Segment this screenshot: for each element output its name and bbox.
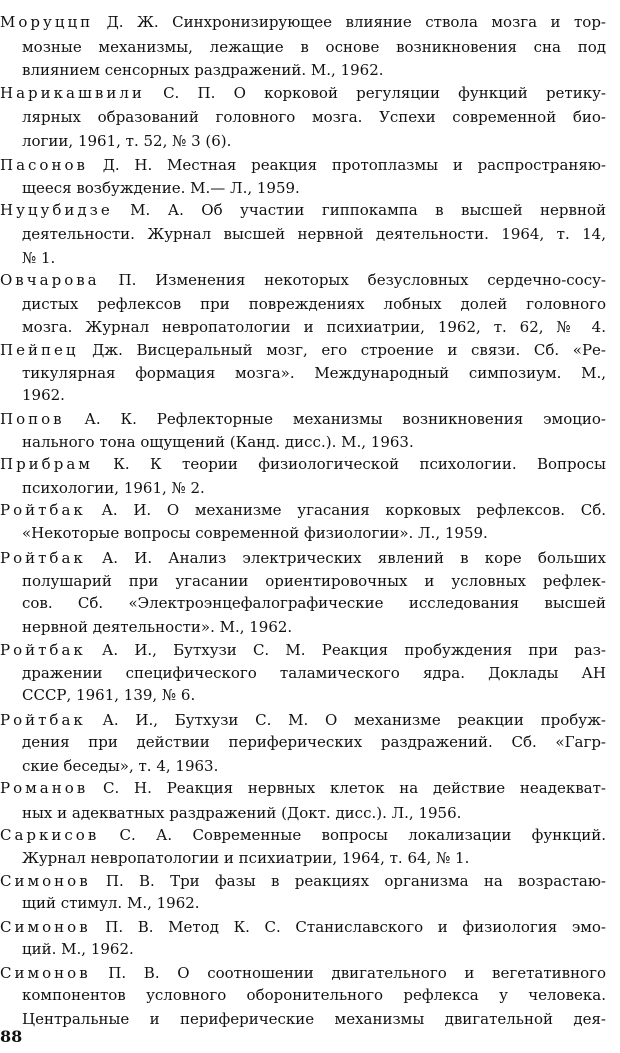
- reference-text: нервной деятельности». М., 1962.: [22, 618, 293, 636]
- reference-text: полушарий при угасании ориентировочных и условных рефлек-: [22, 572, 606, 590]
- reference-author: Попов: [0, 410, 65, 428]
- reference-text: С. П. О корковой регуляции функций ретику-: [144, 84, 606, 102]
- reference-text: дения при действии периферических раздражений. Сб. «Гагр-: [22, 733, 606, 751]
- reference-text: компонентов условного оборонительного рефлекса у человека.: [22, 986, 606, 1004]
- reference-text: А. И., Бутхузи С. М. Реакция пробуждения при раз-: [85, 641, 606, 659]
- reference-text: Дж. Висцеральный мозг, его строение и связи. Сб. «Ре-: [78, 341, 606, 359]
- reference-text: психологии, 1961, № 2.: [22, 479, 205, 497]
- reference-text: Центральные и периферические механизмы двигательной дея-: [22, 1010, 606, 1028]
- reference-text: СССР, 1961, 139, № 6.: [22, 686, 196, 704]
- reference-text: сов. Сб. «Электроэнцефалографические исследования высшей: [22, 594, 606, 612]
- reference-text: дистых рефлексов при повреждениях лобных долей головного: [22, 295, 606, 313]
- reference-text: щееся возбуждение. М.— Л., 1959.: [22, 179, 300, 197]
- reference-text: А. И., Бутхузи С. М. О механизме реакции пробуж-: [85, 711, 606, 729]
- reference-text: нального тона ощущений (Канд. дисс.). М., 1963.: [22, 433, 414, 451]
- reference-author: Нарикашвили: [0, 84, 145, 102]
- reference-text: П. Изменения некоторых безусловных сердечно-сосу-: [99, 271, 606, 289]
- reference-text: № 1.: [22, 249, 56, 267]
- reference-text: С. Н. Реакция нервных клеток на действие неадекват-: [88, 779, 606, 797]
- reference-text: дражении специфического таламического ядра. Доклады АН: [22, 664, 606, 682]
- reference-author: Саркисов: [0, 826, 100, 844]
- reference-line: [0, 1004, 606, 1034]
- reference-text: П. В. О соотношении двигательного и вегетативного: [90, 964, 606, 982]
- reference-text: ных и адекватных раздражений (Докт. дисс.). Л., 1956.: [22, 804, 462, 822]
- reference-author: Романов: [0, 779, 89, 797]
- reference-author: Моруццп: [0, 13, 94, 31]
- reference-text: щий стимул. М., 1962.: [22, 894, 200, 912]
- reference-text: А. К. Рефлекторные механизмы возникновения эмоцио-: [64, 410, 606, 428]
- reference-text: лярных образований головного мозга. Успехи современной био-: [22, 108, 606, 126]
- reference-text: «Некоторые вопросы современной физиологии». Л., 1959.: [22, 524, 488, 542]
- reference-author: Ройтбак: [0, 711, 86, 729]
- reference-author: Ройтбак: [0, 549, 86, 567]
- reference-text: А. И. Анализ электрических явлений в коре больших: [85, 549, 606, 567]
- reference-text: Д. Н. Местная реакция протоплазмы и распространяю-: [87, 156, 606, 174]
- reference-text: 1962.: [22, 386, 65, 404]
- reference-text: Журнал невропатологии и психиатрии, 1964, т. 64, № 1.: [22, 849, 470, 867]
- reference-author: Овчарова: [0, 271, 100, 289]
- reference-author: Симонов: [0, 872, 91, 890]
- reference-text: ские беседы», т. 4, 1963.: [22, 757, 219, 775]
- reference-text: логии, 1961, т. 52, № 3 (6).: [22, 132, 232, 150]
- reference-text: К. К теории физиологической психологии. Вопросы: [92, 455, 606, 473]
- reference-text: мозные механизмы, лежащие в основе возникновения сна под: [22, 38, 606, 56]
- reference-author: Пасонов: [0, 156, 88, 174]
- reference-text: П. В. Три фазы в реакциях организма на возрастаю-: [90, 872, 606, 890]
- reference-text: ций. М., 1962.: [22, 940, 134, 958]
- reference-text: влиянием сенсорных раздражений. М., 1962.: [22, 61, 384, 79]
- reference-author: Ройтбак: [0, 641, 86, 659]
- reference-text: тикулярная формация мозга». Международный симпозиум. М.,: [22, 364, 606, 382]
- reference-text: мозга. Журнал невропатологии и психиатрии, 1962, т. 62, № 4.: [22, 318, 606, 336]
- reference-text: Д. Ж. Синхронизирующее влияние ствола мозга и тор-: [93, 13, 606, 31]
- reference-author: Симонов: [0, 918, 91, 936]
- reference-text: деятельности. Журнал высшей нервной деятельности. 1964, т. 14,: [22, 225, 606, 243]
- reference-author: Нуцубидзе: [0, 201, 113, 219]
- reference-text: М. А. Об участии гиппокампа в высшей нервной: [112, 201, 606, 219]
- reference-text: П. В. Метод К. С. Станиславского и физиология эмо-: [90, 918, 606, 936]
- reference-text: А. И. О механизме угасания корковых рефлексов. Сб.: [85, 501, 606, 519]
- reference-text: С. А. Современные вопросы локализации функций.: [99, 826, 606, 844]
- page-number: 88: [0, 1027, 23, 1046]
- reference-author: Прибрам: [0, 455, 93, 473]
- reference-author: Симонов: [0, 964, 91, 982]
- reference-author: Ройтбак: [0, 501, 86, 519]
- reference-author: Пейпец: [0, 341, 79, 359]
